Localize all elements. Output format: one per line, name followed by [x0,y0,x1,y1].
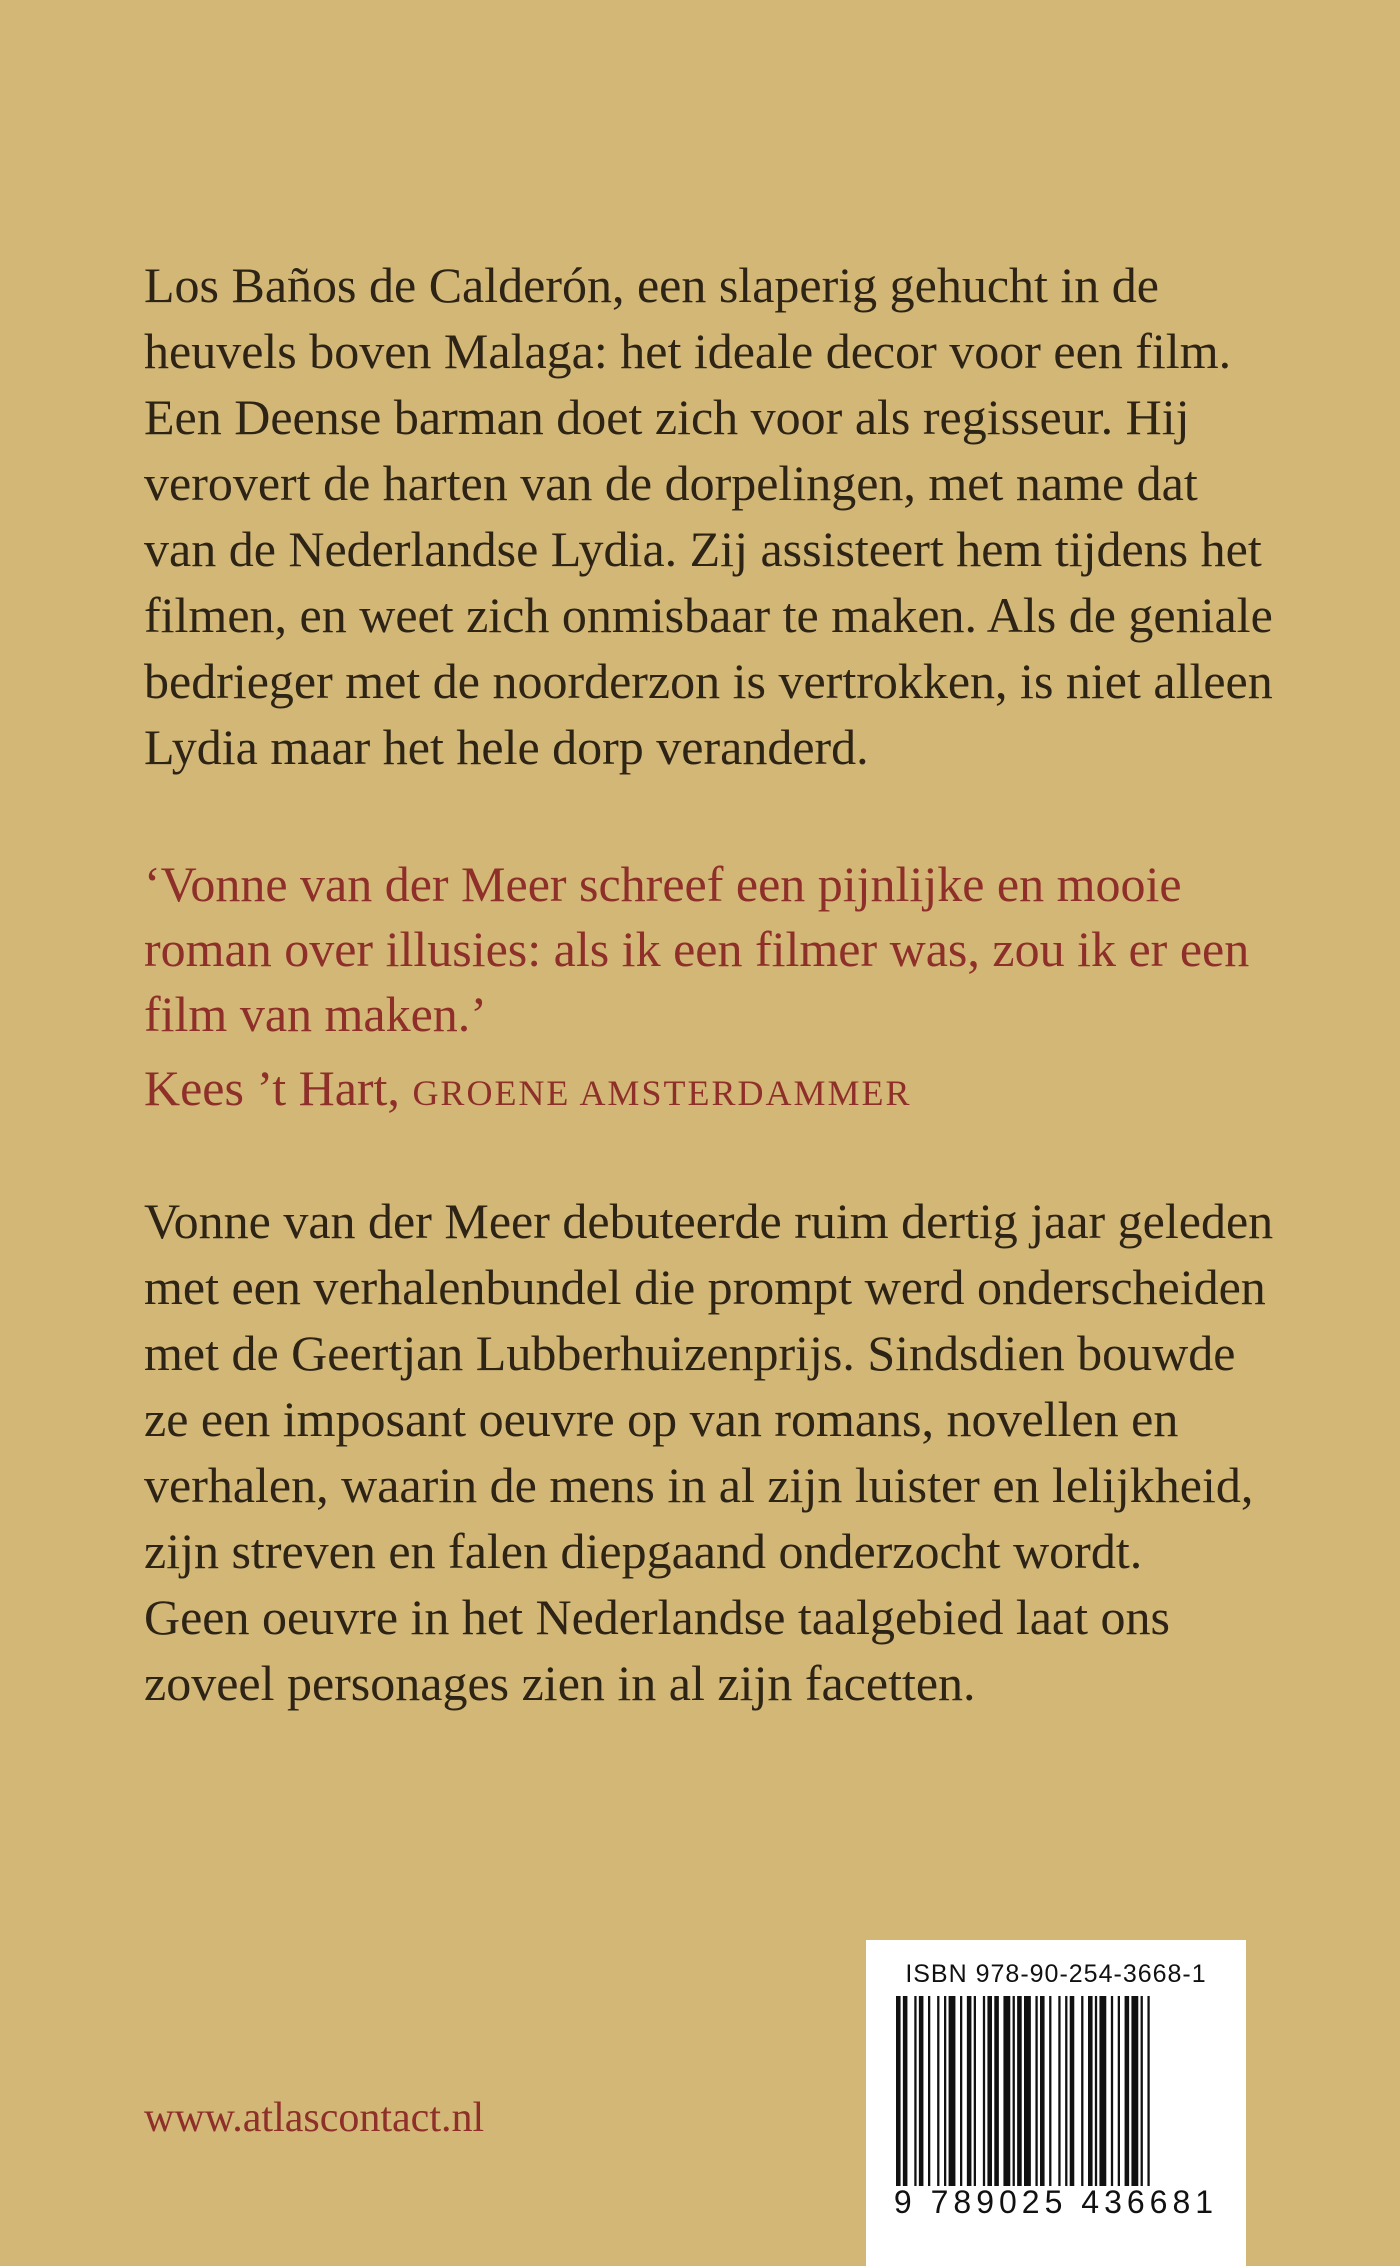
blurb-line: filmen, en weet zich onmisbaar te maken. Als de geniale [144,587,1273,643]
barcode-bar [919,1996,924,2186]
barcode-bar [896,1996,901,2186]
barcode-bar [1049,1996,1051,2186]
barcode-bar [949,1996,956,2186]
barcode-bar [1058,1996,1060,2186]
barcode-bars [896,1996,1216,2186]
quote-author: Kees ’t Hart, [144,1060,400,1116]
barcode-bar [1141,1996,1143,2186]
blurb-line: heuvels boven Malaga: het ideale decor voor een film. [144,323,1232,379]
barcode-bar [974,1996,976,2186]
author-bio [144,1188,1344,1716]
bio-line: met een verhalenbundel die prompt werd onderscheiden [144,1259,1266,1315]
blurb-line: Lydia maar het hele dorp veranderd. [144,719,869,775]
publisher-website-link[interactable]: www.atlascontact.nl [144,2095,485,2141]
barcode-bar [1017,1996,1022,2186]
bio-line: met de Geertjan Lubberhuizenprijs. Sindsdien bouwde [144,1325,1236,1381]
quote-line: roman over illusies: als ik een filmer was, zou ik er een [144,921,1250,977]
barcode-bar [914,1996,916,2186]
blurb-line: Los Baños de Calderón, een slaperig gehucht in de [144,257,1159,313]
quote-source: GROENE AMSTERDAMMER [412,1073,912,1113]
barcode-bar [1013,1996,1015,2186]
barcode-bar [983,1996,985,2186]
bio-line: Vonne van der Meer debuteerde ruim dertig jaar geleden [144,1193,1274,1249]
barcode-bar [967,1996,972,2186]
bio-line: Geen oeuvre in het Nederlandse taalgebied laat ons [144,1589,1170,1645]
barcode-bar [944,1996,946,2186]
barcode-bar [1111,1996,1113,2186]
quote-line: film van maken.’ [144,986,487,1042]
barcode-bar [1070,1996,1075,2186]
blurb-line: van de Nederlandse Lydia. Zij assisteert hem tijdens het [144,521,1262,577]
barcode-bar [1035,1996,1037,2186]
quote-attribution [144,1056,911,1125]
barcode-bar [1125,1996,1130,2186]
quote-line: ‘Vonne van der Meer schreef een pijnlijke en mooie [144,856,1182,912]
barcode-bar [987,1996,992,2186]
isbn-label: ISBN 978-90-254-3668-1 [905,1960,1207,1988]
blurb [144,252,1344,780]
barcode-bar [903,1996,908,2186]
blurb-line: bedrieger met de noorderzon is vertrokken, is niet alleen [144,653,1273,709]
barcode-bar [1081,1996,1083,2186]
barcode-bar [1118,1996,1120,2186]
blurb-line: verovert de harten van de dorpelingen, met name dat [144,455,1198,511]
barcode-bar [1099,1996,1106,2186]
barcode-bar [1131,1996,1138,2186]
barcode-bar [1065,1996,1067,2186]
barcode-bar [1003,1996,1010,2186]
ean-digits: 9 789025 436681 [893,2184,1219,2220]
bio-line: zoveel personages zien in al zijn facetten. [144,1655,976,1711]
barcode-bar [928,1996,930,2186]
blurb-line: Een Deense barman doet zich voor als regisseur. Hij [144,389,1190,445]
barcode-bar [1024,1996,1031,2186]
review-quote [144,852,1344,1047]
barcode-bar [1095,1996,1097,2186]
barcode-bar [1040,1996,1045,2186]
barcode-bar [960,1996,962,2186]
barcode-bar [994,1996,999,2186]
isbn-barcode [866,1940,1246,2266]
bio-line: zijn streven en falen diepgaand onderzocht wordt. [144,1523,1143,1579]
barcode-bar [1147,1996,1149,2186]
barcode-bar [1088,1996,1093,2186]
bio-line: verhalen, waarin de mens in al zijn luister en lelijkheid, [144,1457,1254,1513]
bio-line: ze een imposant oeuvre op van romans, novellen en [144,1391,1179,1447]
barcode-bar [937,1996,939,2186]
